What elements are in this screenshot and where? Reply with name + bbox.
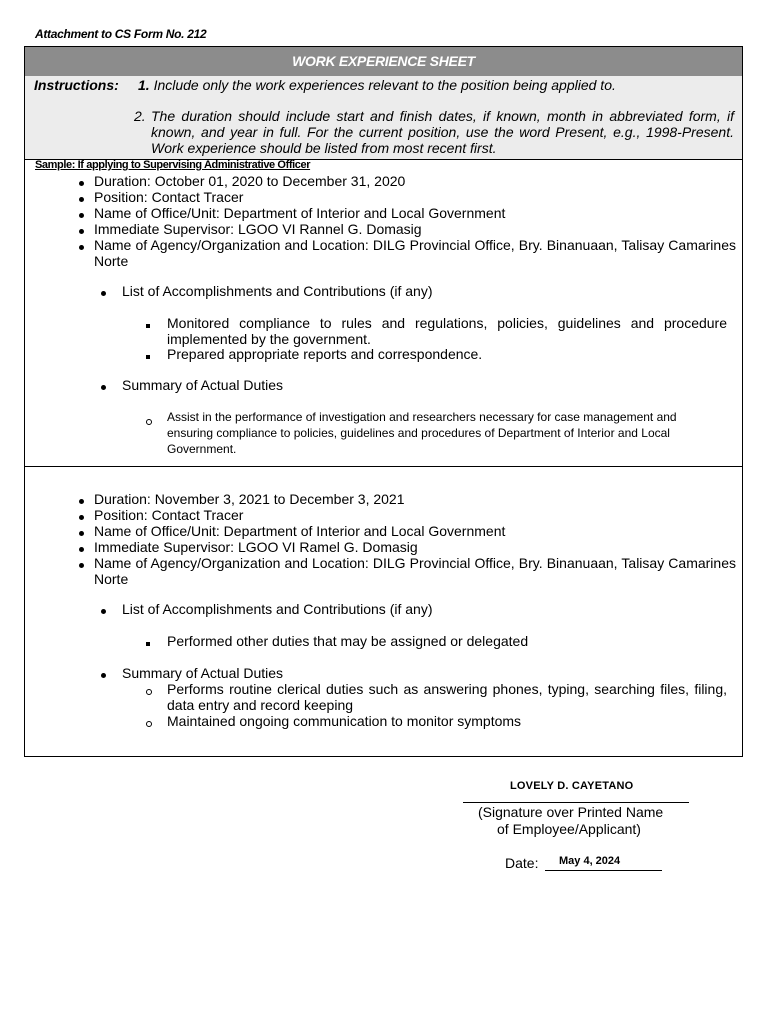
bullet-icon bbox=[101, 385, 106, 390]
entry-agency: Name of Agency/Organization and Location: DILG Provincial Office, Bry. Binanuaan, Talisay Camarines Norte bbox=[94, 555, 736, 587]
bullet-icon bbox=[79, 197, 84, 202]
date-label: Date: bbox=[505, 855, 539, 871]
bullet-icon bbox=[79, 499, 84, 504]
duties-heading: Summary of Actual Duties bbox=[122, 665, 284, 681]
bullet-icon bbox=[101, 291, 106, 296]
bullet-icon bbox=[79, 547, 84, 552]
bullet-icon bbox=[79, 181, 84, 186]
entry-office: Name of Office/Unit: Department of Interior and Local Government bbox=[94, 523, 506, 539]
sheet-title: WORK EXPERIENCE SHEET bbox=[25, 47, 742, 77]
sample-note: Sample: If applying to Supervising Administrative Officer bbox=[35, 159, 311, 171]
entry-duration: Duration: November 3, 2021 to December 3, 2021 bbox=[94, 491, 405, 507]
bullet-icon bbox=[79, 229, 84, 234]
date-line bbox=[545, 870, 662, 871]
duty-item: Assist in the performance of investigation and researchers necessary for case management and ensuring compliance to policies, guidelines and procedures of Department of Interior and Local Government. bbox=[167, 410, 677, 456]
entry-position: Position: Contact Tracer bbox=[94, 507, 244, 523]
signature-caption: of Employee/Applicant) bbox=[497, 821, 641, 837]
work-entry-1 bbox=[25, 159, 742, 467]
entry-duration: Duration: October 01, 2020 to December 31, 2020 bbox=[94, 173, 406, 189]
bullet-icon bbox=[79, 213, 84, 218]
signatory-name: LOVELY D. CAYETANO bbox=[510, 780, 634, 792]
duty-item: Maintained ongoing communication to monitor symptoms bbox=[167, 713, 522, 729]
accomplishment-item: Monitored compliance to rules and regulations, policies, guidelines and procedure implemented by the government. bbox=[167, 315, 727, 347]
date-value: May 4, 2024 bbox=[559, 855, 621, 867]
accomplishments-heading: List of Accomplishments and Contributions (if any) bbox=[122, 601, 433, 617]
instructions-panel bbox=[25, 76, 742, 160]
entry-agency: Name of Agency/Organization and Location: DILG Provincial Office, Bry. Binanuaan, Talisay Camarines Norte bbox=[94, 237, 736, 269]
bullet-icon bbox=[79, 563, 84, 568]
circle-bullet-icon bbox=[146, 689, 152, 695]
form-attachment-label: Attachment to CS Form No. 212 bbox=[35, 27, 207, 41]
signature-line bbox=[463, 802, 689, 803]
square-bullet-icon bbox=[146, 355, 150, 359]
circle-bullet-icon bbox=[146, 721, 152, 727]
entry-office: Name of Office/Unit: Department of Interior and Local Government bbox=[94, 205, 506, 221]
entry-position: Position: Contact Tracer bbox=[94, 189, 244, 205]
duty-item: Performs routine clerical duties such as answering phones, typing, searching files, filing, data entry and record keeping bbox=[167, 681, 727, 713]
bullet-icon bbox=[79, 531, 84, 536]
entry-supervisor: Immediate Supervisor: LGOO VI Ramel G. Domasig bbox=[94, 539, 418, 555]
bullet-icon bbox=[79, 515, 84, 520]
instructions-label: Instructions: bbox=[34, 77, 119, 93]
accomplishments-heading: List of Accomplishments and Contributions (if any) bbox=[122, 283, 433, 299]
duties-heading: Summary of Actual Duties bbox=[122, 377, 284, 393]
bullet-icon bbox=[101, 609, 106, 614]
square-bullet-icon bbox=[146, 642, 150, 646]
entry-supervisor: Immediate Supervisor: LGOO VI Rannel G. Domasig bbox=[94, 221, 422, 237]
work-entry-2 bbox=[25, 467, 742, 757]
bullet-icon bbox=[101, 673, 106, 678]
accomplishment-item: Performed other duties that may be assigned or delegated bbox=[167, 633, 529, 649]
bullet-icon bbox=[79, 245, 84, 250]
work-experience-sheet bbox=[24, 46, 743, 757]
square-bullet-icon bbox=[146, 324, 150, 328]
instruction-1: 1. Include only the work experiences relevant to the position being applied to. bbox=[138, 77, 616, 93]
signature-caption: (Signature over Printed Name bbox=[478, 804, 664, 820]
instruction-2: 2. The duration should include start and finish dates, if known, month in abbreviated form, if known, and year in full. For the current position, use the word Present, e.g., 1998-Present. Work experience should be listed from most recent first. bbox=[134, 108, 734, 156]
accomplishment-item: Prepared appropriate reports and correspondence. bbox=[167, 346, 483, 362]
circle-bullet-icon bbox=[146, 419, 152, 425]
